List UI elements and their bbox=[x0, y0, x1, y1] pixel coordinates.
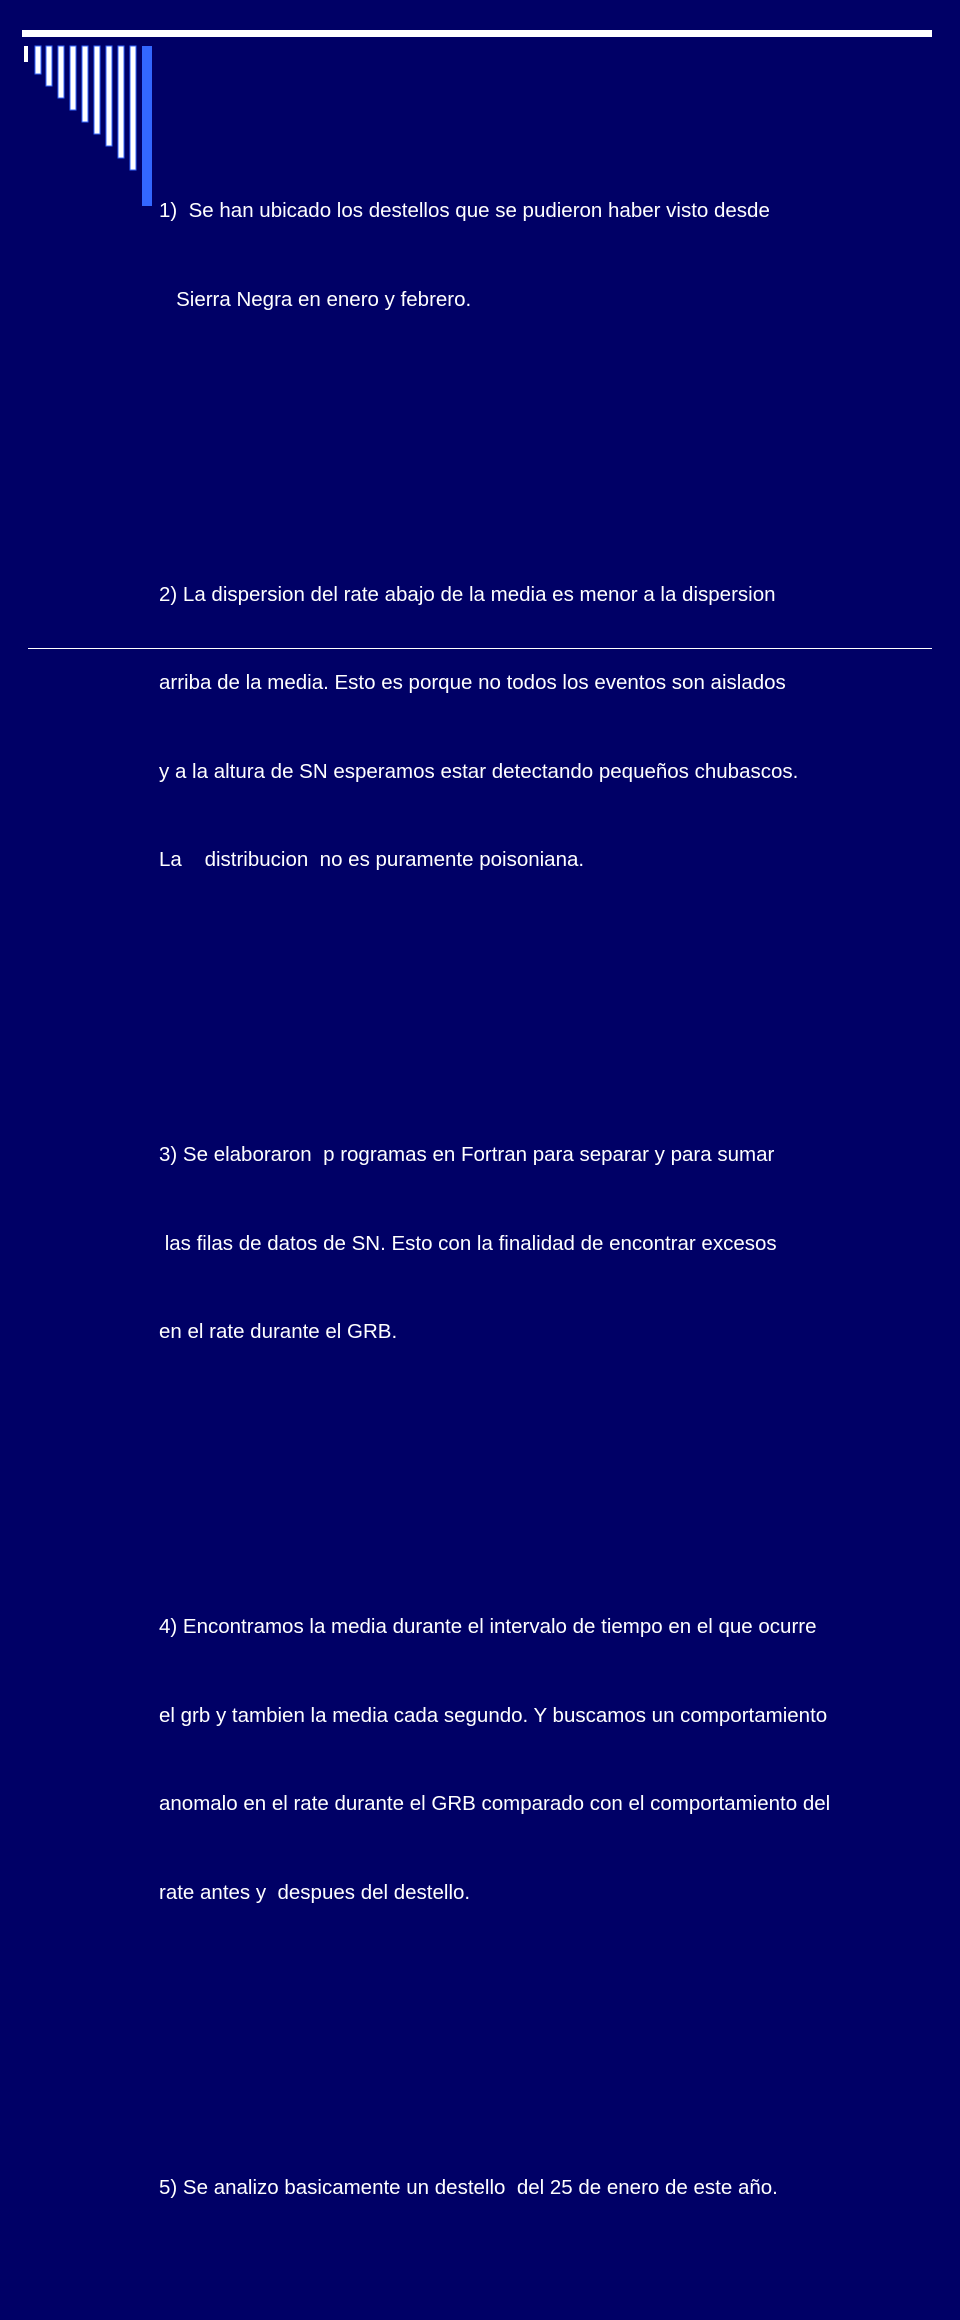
decor-bar bbox=[94, 46, 100, 134]
text-line: arriba de la media. Esto es porque no todos los eventos son aislados bbox=[159, 671, 786, 694]
decor-bar bbox=[118, 46, 124, 158]
text-line: 4) Encontramos la media durante el intervalo de tiempo en el que ocurre bbox=[159, 1615, 817, 1638]
slide-body bbox=[159, 78, 949, 2320]
decor-bar bbox=[70, 46, 76, 110]
text-line: 3) Se elaboraron p rogramas en Fortran para separar y para sumar bbox=[159, 1143, 775, 1166]
text-line: el grb y tambien la media cada segundo. Y buscamos un comportamiento bbox=[159, 1703, 828, 1727]
text-line: anomalo en el rate durante el GRB comparado con el comportamiento del bbox=[159, 1792, 831, 1815]
text-line: las filas de datos de SN. Esto con la finalidad de encontrar excesos bbox=[159, 1231, 777, 1255]
paragraph-2 bbox=[159, 521, 949, 934]
text-line: 2) La dispersion del rate abajo de la media es menor a la dispersion bbox=[159, 582, 776, 606]
text-line: rate antes y despues del destello. bbox=[159, 1880, 471, 1904]
paragraph-4 bbox=[159, 1553, 949, 1966]
text-line: 5) Se analizo basicamente un destello del 25 de enero de este año. bbox=[159, 2175, 778, 2199]
decor-bar bbox=[130, 46, 136, 170]
decor-bar bbox=[46, 46, 52, 86]
paragraph-5 bbox=[159, 2114, 949, 2262]
decor-bar bbox=[82, 46, 88, 122]
text-line: 1) Se han ubicado los destellos que se pudieron haber visto desde bbox=[159, 199, 770, 222]
paragraph-1 bbox=[159, 137, 949, 373]
decor-bar bbox=[142, 46, 152, 206]
text-line: y a la altura de SN esperamos estar detectando pequeños chubascos. bbox=[159, 759, 799, 783]
text-line: en el rate durante el GRB. bbox=[159, 1320, 398, 1343]
decor-bar bbox=[58, 46, 64, 98]
decor-bar bbox=[106, 46, 112, 146]
decor-bar bbox=[35, 46, 41, 74]
bottom-divider bbox=[28, 648, 932, 649]
paragraph-3 bbox=[159, 1081, 949, 1406]
decor-bar bbox=[24, 46, 28, 62]
text-line: La distribucion no es puramente poisoniana. bbox=[159, 848, 585, 871]
decorative-bars bbox=[0, 0, 160, 210]
text-line: Sierra Negra en enero y febrero. bbox=[159, 287, 472, 311]
